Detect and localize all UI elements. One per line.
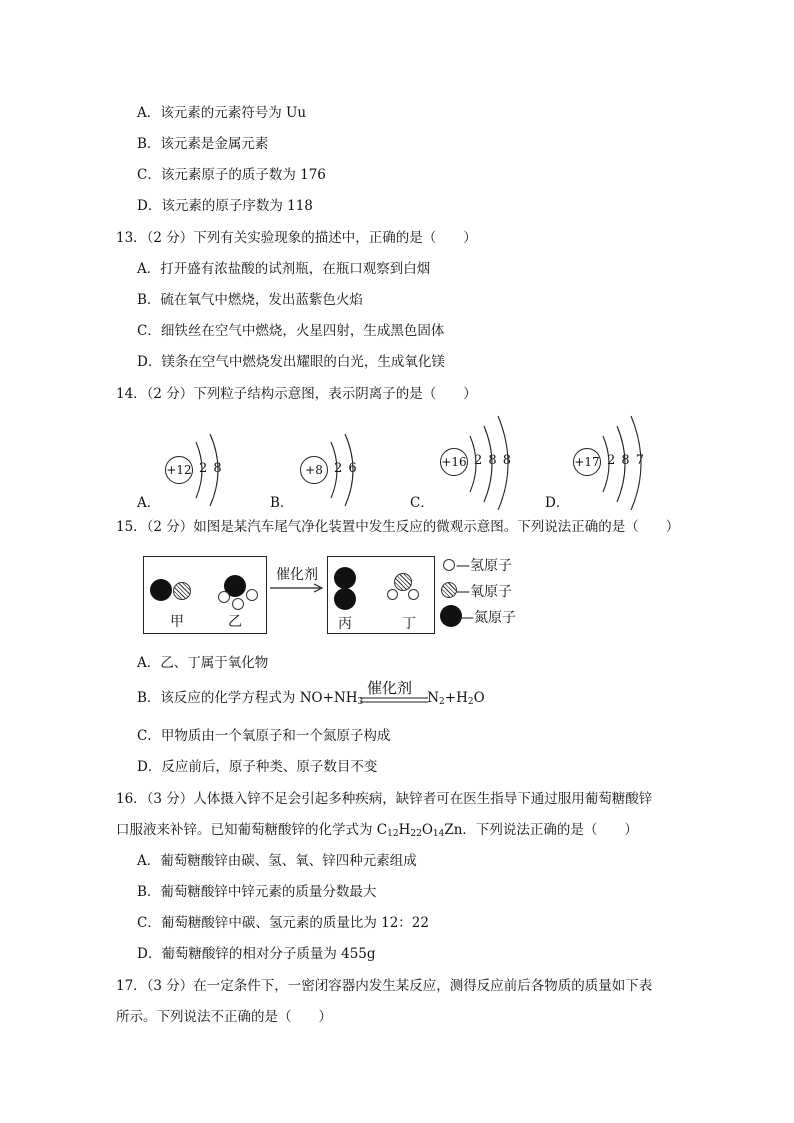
q17-stem-line1: 17．（3 分）在一定条件下，一密闭容器内发生某反应，测得反应前后各物质的质量如下表 [116, 978, 653, 994]
stem-text: 口服液来补锌。已知葡萄糖酸锌的化学式为 C [116, 822, 388, 838]
reaction-arrow-icon [268, 582, 326, 594]
nucleus-c: +16 [440, 448, 468, 476]
equation-h: +H [444, 690, 468, 706]
label-jia: 甲 [170, 614, 184, 630]
q16-option-a: A．葡萄糖酸锌由碳、氢、氧、锌四种元素组成 [137, 853, 417, 869]
label-bing: 丙 [338, 616, 352, 632]
shells-a: 2 8 [199, 461, 223, 476]
q15-option-a: A．乙、丁属于氧化物 [137, 655, 269, 671]
nitrogen-legend-icon [440, 605, 462, 627]
oxygen-atom [173, 582, 191, 600]
label-ding: 丁 [402, 616, 416, 632]
subscript: 12 [387, 829, 399, 839]
q14-stem: 14．（2 分）下列粒子结构示意图，表示阴离子的是（ ） [116, 386, 477, 402]
hydrogen-atom [218, 591, 230, 603]
nucleus-d: +17 [573, 448, 601, 476]
electron-shells-arcs [327, 432, 367, 507]
q13-option-d: D．镁条在空气中燃烧发出耀眼的白光，生成氧化镁 [137, 354, 445, 370]
oxygen-atom [394, 573, 412, 591]
atom-diagram-c [410, 412, 520, 515]
q16-stem-line2 [116, 821, 638, 839]
nitrogen-atom [334, 567, 356, 589]
equation-n: N [427, 690, 440, 706]
q17-stem-line2: 所示。下列说法不正确的是（ ） [116, 1009, 332, 1025]
legend-nitrogen: —氮原子 [460, 610, 516, 626]
equals-sign-icon [360, 696, 428, 704]
q13-option-a: A．打开盛有浓盐酸的试剂瓶，在瓶口观察到白烟 [137, 261, 431, 277]
q15-option-d: D．反应前后，原子种类、原子数目不变 [137, 759, 378, 775]
formula-o: O [421, 822, 433, 838]
hydrogen-atom [232, 598, 244, 610]
hydrogen-legend-icon [443, 559, 455, 571]
q13-option-b: B．硫在氧气中燃烧，发出蓝紫色火焰 [137, 292, 363, 308]
shells-d: 2 8 7 [607, 453, 646, 468]
legend-hydrogen: —氢原子 [456, 558, 512, 574]
product-box [327, 556, 435, 634]
atom-diagram-b [270, 420, 380, 515]
subscript: 14 [432, 829, 445, 839]
label-yi: 乙 [228, 614, 242, 630]
q12-option-b: B．该元素是金属元素 [137, 136, 269, 152]
option-b-text: B．该反应的化学方程式为 NO+NH [137, 690, 358, 706]
q15-option-c: C．甲物质由一个氧原子和一个氮原子构成 [137, 728, 391, 744]
hydrogen-atom [387, 589, 398, 600]
q16-option-c: C．葡萄糖酸锌中碳、氢元素的质量比为 12：22 [137, 915, 429, 931]
hydrogen-atom [246, 589, 258, 601]
electron-shells-arcs [192, 432, 232, 507]
electron-shells-arcs [466, 414, 516, 510]
subscript: 22 [410, 829, 422, 839]
q16-option-b: B．葡萄糖酸锌中锌元素的质量分数最大 [137, 884, 377, 900]
atom-diagram-d [545, 412, 655, 515]
nucleus-a: +12 [165, 456, 193, 484]
q12-option-a: A．该元素的元素符号为 Uu [137, 105, 307, 121]
q13-option-c: C．细铁丝在空气中燃烧，火星四射，生成黑色固体 [137, 323, 445, 339]
stem-text: Zn．下列说法正确的是（ ） [444, 822, 638, 838]
shells-b: 2 6 [334, 461, 358, 476]
q15-option-b [137, 689, 485, 707]
formula-h: H [398, 822, 411, 838]
subscript: 2 [439, 697, 445, 707]
equation-o: O [473, 690, 485, 706]
hydrogen-atom [408, 589, 419, 600]
reactant-box [143, 556, 267, 634]
atom-letter-d: D． [545, 495, 570, 511]
oxygen-legend-icon [441, 582, 457, 598]
nucleus-b: +8 [300, 456, 328, 484]
atom-letter-c: C． [410, 495, 434, 511]
legend-oxygen: —氧原子 [456, 584, 512, 600]
atom-letter-b: B． [270, 495, 294, 511]
q16-option-d: D．葡萄糖酸锌的相对分子质量为 455g [137, 946, 376, 962]
q16-stem-line1: 16．（3 分）人体摄入锌不足会引起多种疾病，缺锌者可在医生指导下通过服用葡萄糖酸锌 [116, 791, 653, 807]
subscript: 2 [467, 697, 474, 707]
q12-option-c: C．该元素原子的质子数为 176 [137, 167, 326, 183]
atom-letter-a: A． [137, 495, 161, 511]
q12-option-d: D．该元素的原子序数为 118 [137, 198, 313, 214]
q13-stem: 13．（2 分）下列有关实验现象的描述中，正确的是（ ） [116, 230, 477, 246]
q15-stem: 15．（2 分）如图是某汽车尾气净化装置中发生反应的微观示意图。下列说法正确的是（ ） [116, 519, 680, 535]
catalyst-label: 催化剂 [276, 567, 318, 583]
nitrogen-atom [150, 579, 172, 601]
shells-c: 2 8 8 [474, 453, 513, 468]
electron-shells-arcs [599, 414, 649, 510]
nitrogen-atom [334, 588, 356, 610]
equation-catalyst: 催化剂 [367, 679, 413, 697]
atom-diagram-a [137, 420, 247, 515]
subscript: 3 [357, 697, 364, 707]
